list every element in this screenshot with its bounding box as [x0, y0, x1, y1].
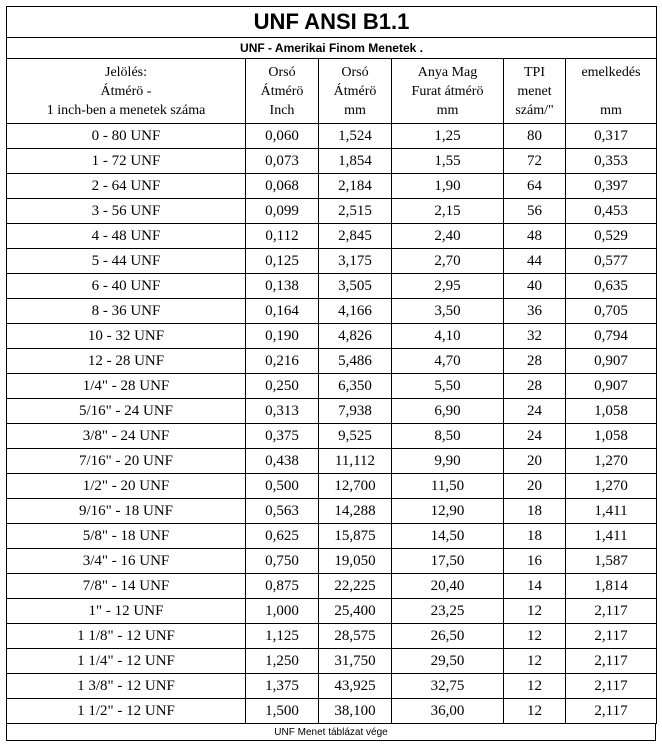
cell-pitch-mm: 0,317	[566, 124, 657, 149]
cell-major-diameter-mm: 1,524	[319, 124, 392, 149]
table-row	[7, 574, 657, 599]
cell-tap-drill-mm: 2,95	[392, 274, 504, 299]
cell-tpi: 12	[504, 599, 566, 624]
cell-tap-drill-mm: 23,25	[392, 599, 504, 624]
unf-table-container	[6, 6, 656, 741]
cell-major-diameter-mm: 2,184	[319, 174, 392, 199]
cell-pitch-mm: 1,411	[566, 524, 657, 549]
table-footer-note: UNF Menet táblázat vége	[7, 724, 656, 741]
cell-major-diameter-inch: 0,438	[246, 449, 319, 474]
cell-pitch-mm: 1,058	[566, 399, 657, 424]
header-tap-drill-mm	[392, 59, 504, 124]
cell-major-diameter-inch: 0,563	[246, 499, 319, 524]
table-row	[7, 174, 657, 199]
table-row	[7, 299, 657, 324]
cell-major-diameter-mm: 4,826	[319, 324, 392, 349]
cell-pitch-mm: 1,058	[566, 424, 657, 449]
header-line: Anya Mag	[417, 64, 478, 80]
cell-tpi: 12	[504, 674, 566, 699]
cell-major-diameter-mm: 15,875	[319, 524, 392, 549]
header-tpi	[504, 59, 566, 124]
cell-tpi: 40	[504, 274, 566, 299]
cell-major-diameter-inch: 1,125	[246, 624, 319, 649]
cell-major-diameter-inch: 0,216	[246, 349, 319, 374]
cell-tap-drill-mm: 2,15	[392, 199, 504, 224]
cell-major-diameter-mm: 1,854	[319, 149, 392, 174]
header-pitch-mm	[566, 59, 657, 124]
table-row	[7, 599, 657, 624]
table-row	[7, 549, 657, 574]
header-line: Átmérö	[333, 83, 377, 99]
header-major-diameter-inch	[246, 59, 319, 124]
header-line: Inch	[269, 102, 295, 118]
cell-tpi: 12	[504, 624, 566, 649]
cell-major-diameter-mm: 11,112	[319, 449, 392, 474]
cell-designation: 6 - 40 UNF	[7, 274, 246, 299]
table-row	[7, 349, 657, 374]
cell-tap-drill-mm: 9,90	[392, 449, 504, 474]
cell-major-diameter-inch: 0,250	[246, 374, 319, 399]
cell-tpi: 28	[504, 349, 566, 374]
cell-major-diameter-mm: 14,288	[319, 499, 392, 524]
cell-designation: 5/16" - 24 UNF	[7, 399, 246, 424]
header-designation	[7, 59, 246, 124]
cell-major-diameter-mm: 38,100	[319, 699, 392, 724]
cell-pitch-mm: 0,705	[566, 299, 657, 324]
cell-major-diameter-inch: 0,138	[246, 274, 319, 299]
cell-major-diameter-inch: 0,375	[246, 424, 319, 449]
cell-tap-drill-mm: 29,50	[392, 649, 504, 674]
table-subtitle: UNF - Amerikai Finom Menetek .	[7, 38, 657, 59]
cell-tap-drill-mm: 5,50	[392, 374, 504, 399]
cell-pitch-mm: 2,117	[566, 624, 657, 649]
cell-tap-drill-mm: 36,00	[392, 699, 504, 724]
footer-table	[6, 724, 656, 741]
cell-tap-drill-mm: 12,90	[392, 499, 504, 524]
cell-tap-drill-mm: 17,50	[392, 549, 504, 574]
cell-designation: 0 - 80 UNF	[7, 124, 246, 149]
cell-designation: 3 - 56 UNF	[7, 199, 246, 224]
cell-pitch-mm: 1,587	[566, 549, 657, 574]
cell-major-diameter-mm: 2,515	[319, 199, 392, 224]
cell-designation: 7/16" - 20 UNF	[7, 449, 246, 474]
cell-pitch-mm: 0,353	[566, 149, 657, 174]
header-line: Orsó	[341, 64, 369, 80]
table-row	[7, 224, 657, 249]
table-row	[7, 424, 657, 449]
cell-pitch-mm: 1,814	[566, 574, 657, 599]
cell-major-diameter-mm: 6,350	[319, 374, 392, 399]
cell-tpi: 48	[504, 224, 566, 249]
cell-pitch-mm: 0,794	[566, 324, 657, 349]
cell-major-diameter-inch: 1,000	[246, 599, 319, 624]
table-row	[7, 699, 657, 724]
cell-major-diameter-inch: 0,073	[246, 149, 319, 174]
cell-pitch-mm: 0,577	[566, 249, 657, 274]
cell-pitch-mm: 2,117	[566, 599, 657, 624]
cell-major-diameter-inch: 0,313	[246, 399, 319, 424]
cell-major-diameter-inch: 0,125	[246, 249, 319, 274]
table-row	[7, 674, 657, 699]
cell-tpi: 28	[504, 374, 566, 399]
table-row	[7, 624, 657, 649]
cell-tap-drill-mm: 14,50	[392, 524, 504, 549]
cell-designation: 1 1/2" - 12 UNF	[7, 699, 246, 724]
cell-tap-drill-mm: 4,70	[392, 349, 504, 374]
cell-tap-drill-mm: 3,50	[392, 299, 504, 324]
cell-tap-drill-mm: 1,25	[392, 124, 504, 149]
header-line: mm	[436, 102, 459, 118]
cell-pitch-mm: 1,270	[566, 474, 657, 499]
cell-tap-drill-mm: 32,75	[392, 674, 504, 699]
cell-major-diameter-mm: 25,400	[319, 599, 392, 624]
table-row	[7, 474, 657, 499]
cell-tap-drill-mm: 20,40	[392, 574, 504, 599]
cell-tap-drill-mm: 1,90	[392, 174, 504, 199]
cell-major-diameter-mm: 4,166	[319, 299, 392, 324]
cell-tap-drill-mm: 1,55	[392, 149, 504, 174]
cell-tpi: 18	[504, 524, 566, 549]
cell-major-diameter-mm: 5,486	[319, 349, 392, 374]
cell-designation: 1/2" - 20 UNF	[7, 474, 246, 499]
table-row	[7, 274, 657, 299]
header-line: TPI	[524, 64, 545, 80]
cell-pitch-mm: 2,117	[566, 674, 657, 699]
cell-pitch-mm: 2,117	[566, 649, 657, 674]
table-row	[7, 499, 657, 524]
cell-tap-drill-mm: 2,70	[392, 249, 504, 274]
cell-pitch-mm: 1,411	[566, 499, 657, 524]
cell-major-diameter-mm: 12,700	[319, 474, 392, 499]
header-line: mm	[344, 102, 366, 118]
cell-designation: 7/8" - 14 UNF	[7, 574, 246, 599]
cell-tpi: 18	[504, 499, 566, 524]
cell-major-diameter-mm: 22,225	[319, 574, 392, 599]
cell-designation: 12 - 28 UNF	[7, 349, 246, 374]
table-row	[7, 199, 657, 224]
cell-tpi: 36	[504, 299, 566, 324]
cell-major-diameter-mm: 43,925	[319, 674, 392, 699]
cell-tpi: 32	[504, 324, 566, 349]
header-line	[566, 82, 656, 101]
header-line: Furat átmérö	[411, 83, 484, 99]
cell-designation: 10 - 32 UNF	[7, 324, 246, 349]
table-row	[7, 524, 657, 549]
table-row	[7, 374, 657, 399]
cell-tpi: 20	[504, 474, 566, 499]
cell-pitch-mm: 0,907	[566, 349, 657, 374]
cell-major-diameter-inch: 1,375	[246, 674, 319, 699]
unf-thread-table	[6, 6, 657, 724]
cell-designation: 1 - 72 UNF	[7, 149, 246, 174]
cell-designation: 9/16" - 18 UNF	[7, 499, 246, 524]
cell-major-diameter-inch: 0,875	[246, 574, 319, 599]
cell-major-diameter-mm: 3,175	[319, 249, 392, 274]
cell-tap-drill-mm: 11,50	[392, 474, 504, 499]
cell-designation: 5 - 44 UNF	[7, 249, 246, 274]
table-row	[7, 124, 657, 149]
cell-major-diameter-mm: 7,938	[319, 399, 392, 424]
cell-major-diameter-mm: 31,750	[319, 649, 392, 674]
cell-tpi: 16	[504, 549, 566, 574]
header-line: Orsó	[268, 64, 296, 80]
cell-designation: 5/8" - 18 UNF	[7, 524, 246, 549]
cell-major-diameter-inch: 0,068	[246, 174, 319, 199]
cell-tpi: 14	[504, 574, 566, 599]
table-row	[7, 649, 657, 674]
cell-major-diameter-inch: 1,250	[246, 649, 319, 674]
header-line: Jelölés:	[105, 64, 147, 80]
cell-major-diameter-inch: 0,625	[246, 524, 319, 549]
cell-tpi: 24	[504, 424, 566, 449]
header-line: 1 inch-ben a menetek száma	[46, 102, 206, 118]
cell-tpi: 12	[504, 699, 566, 724]
cell-pitch-mm: 0,397	[566, 174, 657, 199]
cell-pitch-mm: 0,907	[566, 374, 657, 399]
cell-designation: 2 - 64 UNF	[7, 174, 246, 199]
table-row	[7, 324, 657, 349]
cell-designation: 3/8" - 24 UNF	[7, 424, 246, 449]
header-major-diameter-mm	[319, 59, 392, 124]
cell-major-diameter-inch: 0,164	[246, 299, 319, 324]
table-row	[7, 149, 657, 174]
cell-major-diameter-inch: 0,099	[246, 199, 319, 224]
cell-tpi: 44	[504, 249, 566, 274]
cell-tpi: 72	[504, 149, 566, 174]
cell-major-diameter-mm: 9,525	[319, 424, 392, 449]
header-line: menet	[517, 83, 552, 99]
cell-major-diameter-mm: 19,050	[319, 549, 392, 574]
header-line: szám/"	[515, 102, 554, 118]
cell-major-diameter-inch: 0,500	[246, 474, 319, 499]
cell-designation: 1/4" - 28 UNF	[7, 374, 246, 399]
cell-designation: 8 - 36 UNF	[7, 299, 246, 324]
cell-pitch-mm: 0,635	[566, 274, 657, 299]
cell-pitch-mm: 0,529	[566, 224, 657, 249]
cell-major-diameter-mm: 2,845	[319, 224, 392, 249]
cell-tpi: 20	[504, 449, 566, 474]
table-row	[7, 449, 657, 474]
cell-major-diameter-inch: 1,500	[246, 699, 319, 724]
cell-designation: 1 1/4" - 12 UNF	[7, 649, 246, 674]
cell-major-diameter-mm: 3,505	[319, 274, 392, 299]
cell-designation: 1 1/8" - 12 UNF	[7, 624, 246, 649]
header-line: emelkedés	[581, 64, 641, 80]
cell-pitch-mm: 0,453	[566, 199, 657, 224]
cell-tpi: 24	[504, 399, 566, 424]
cell-tap-drill-mm: 26,50	[392, 624, 504, 649]
header-line: Átmérö	[260, 83, 304, 99]
cell-tpi: 56	[504, 199, 566, 224]
cell-designation: 1 3/8" - 12 UNF	[7, 674, 246, 699]
cell-tap-drill-mm: 8,50	[392, 424, 504, 449]
cell-designation: 4 - 48 UNF	[7, 224, 246, 249]
table-row	[7, 249, 657, 274]
cell-major-diameter-inch: 0,750	[246, 549, 319, 574]
cell-tpi: 12	[504, 649, 566, 674]
cell-tap-drill-mm: 2,40	[392, 224, 504, 249]
cell-major-diameter-inch: 0,112	[246, 224, 319, 249]
cell-tap-drill-mm: 4,10	[392, 324, 504, 349]
cell-tpi: 64	[504, 174, 566, 199]
cell-major-diameter-inch: 0,190	[246, 324, 319, 349]
header-row	[7, 59, 657, 124]
cell-major-diameter-inch: 0,060	[246, 124, 319, 149]
cell-tpi: 80	[504, 124, 566, 149]
cell-pitch-mm: 2,117	[566, 699, 657, 724]
cell-designation: 1" - 12 UNF	[7, 599, 246, 624]
cell-tap-drill-mm: 6,90	[392, 399, 504, 424]
header-line: Átmérö -	[100, 83, 152, 99]
table-title: UNF ANSI B1.1	[7, 7, 657, 38]
cell-pitch-mm: 1,270	[566, 449, 657, 474]
cell-designation: 3/4" - 16 UNF	[7, 549, 246, 574]
table-row	[7, 399, 657, 424]
header-line: mm	[600, 102, 622, 118]
cell-major-diameter-mm: 28,575	[319, 624, 392, 649]
